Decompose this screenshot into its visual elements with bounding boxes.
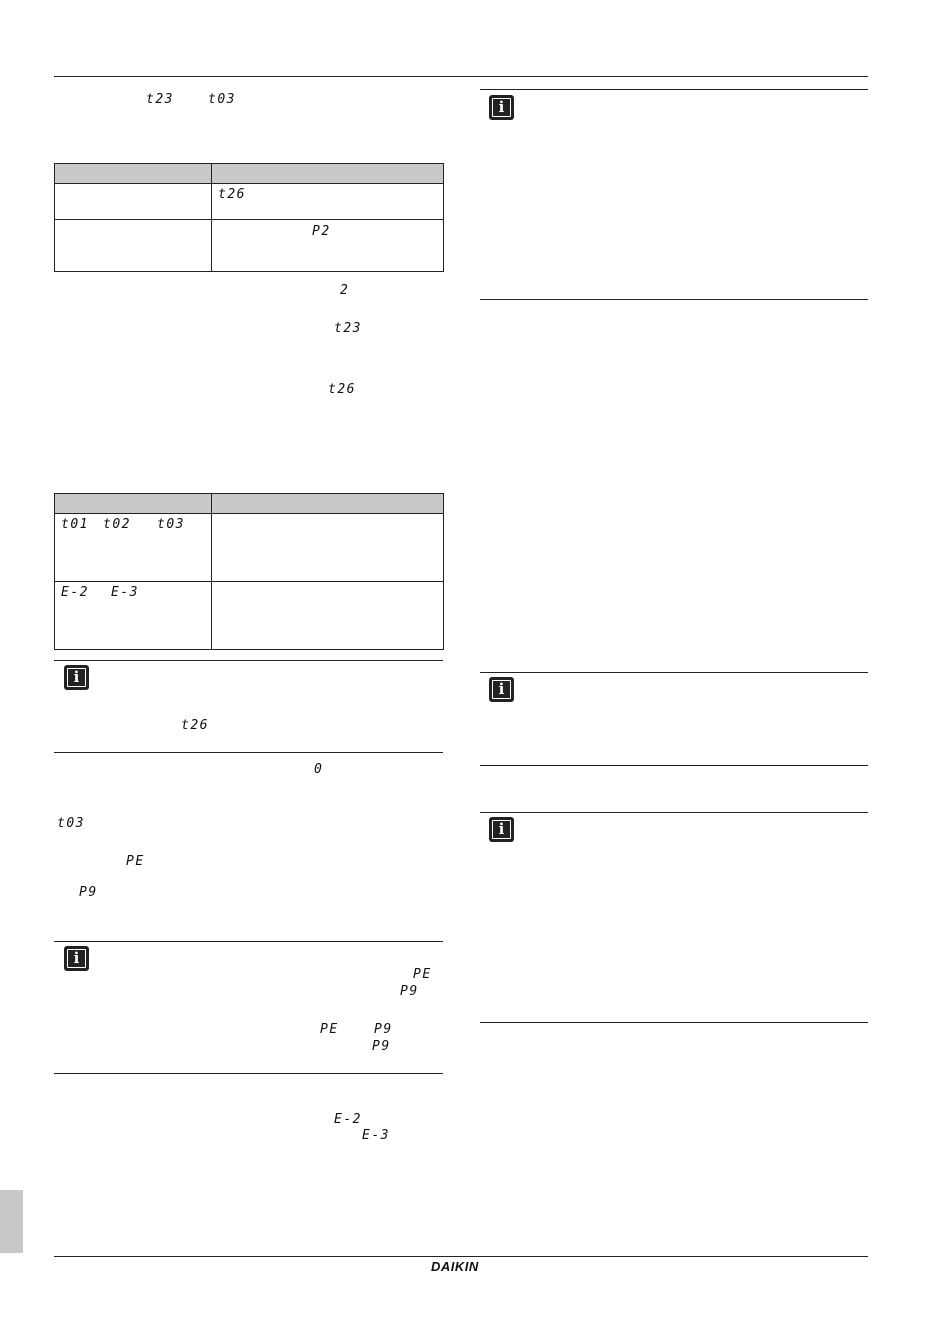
display-code: PE: [413, 967, 432, 982]
table-cell: [55, 514, 212, 582]
info-bottom-rule: [54, 1073, 443, 1074]
display-code: t03: [208, 92, 236, 107]
table-header-cell: [55, 494, 212, 514]
display-code: E-2: [334, 1112, 362, 1127]
table-header-row: [55, 164, 444, 184]
table-row: [55, 220, 444, 272]
info-top-rule: [54, 941, 443, 942]
table-cell: [212, 184, 444, 220]
info-top-rule: [54, 660, 443, 661]
table-cell: [55, 184, 212, 220]
display-code: t03: [57, 816, 85, 831]
table-cell: [212, 514, 444, 582]
header-rule: [54, 76, 868, 77]
display-code: t26: [181, 718, 209, 733]
table-header-cell: [212, 494, 444, 514]
info-bottom-rule: [54, 752, 443, 753]
display-code: P9: [374, 1022, 393, 1037]
info-icon: i: [489, 817, 514, 842]
display-code: E-3: [362, 1128, 390, 1143]
table-header-cell: [55, 164, 212, 184]
display-code: 0: [314, 762, 324, 777]
table-cell: [212, 220, 444, 272]
display-code: t02: [103, 517, 131, 532]
table-row: [55, 514, 444, 582]
display-code: PE: [126, 854, 145, 869]
display-code: t01: [61, 517, 89, 532]
info-icon: i: [64, 665, 89, 690]
info-icon: i: [489, 677, 514, 702]
display-code: E-3: [111, 585, 139, 600]
display-code: PE: [320, 1022, 339, 1037]
display-code: t23: [146, 92, 174, 107]
info-top-rule: [480, 672, 868, 673]
daikin-logo: DAIKIN: [431, 1259, 479, 1274]
table-cell: [55, 220, 212, 272]
info-bottom-rule: [480, 765, 868, 766]
info-top-rule: [480, 812, 868, 813]
info-top-rule: [480, 89, 868, 90]
table-row: [55, 582, 444, 650]
display-code: P9: [79, 885, 98, 900]
table-header-cell: [212, 164, 444, 184]
display-code: t23: [334, 321, 362, 336]
display-code: E-2: [61, 585, 89, 600]
table-cell: [212, 582, 444, 650]
info-icon: i: [64, 946, 89, 971]
display-code: t26: [328, 382, 356, 397]
display-code: P9: [400, 984, 419, 999]
table-header-row: [55, 494, 444, 514]
info-bottom-rule: [480, 1022, 868, 1023]
settings-table-2: [54, 493, 444, 650]
display-code: t03: [157, 517, 185, 532]
table-row: [55, 184, 444, 220]
info-bottom-rule: [480, 299, 868, 300]
info-icon: i: [489, 95, 514, 120]
settings-table-1: [54, 163, 444, 272]
display-code: t26: [218, 187, 246, 202]
display-code: 2: [340, 283, 350, 298]
chapter-side-tab: [0, 1190, 23, 1253]
display-code: P9: [372, 1039, 391, 1054]
footer-rule: [54, 1256, 868, 1257]
table-cell: [55, 582, 212, 650]
display-code: P2: [312, 224, 331, 239]
